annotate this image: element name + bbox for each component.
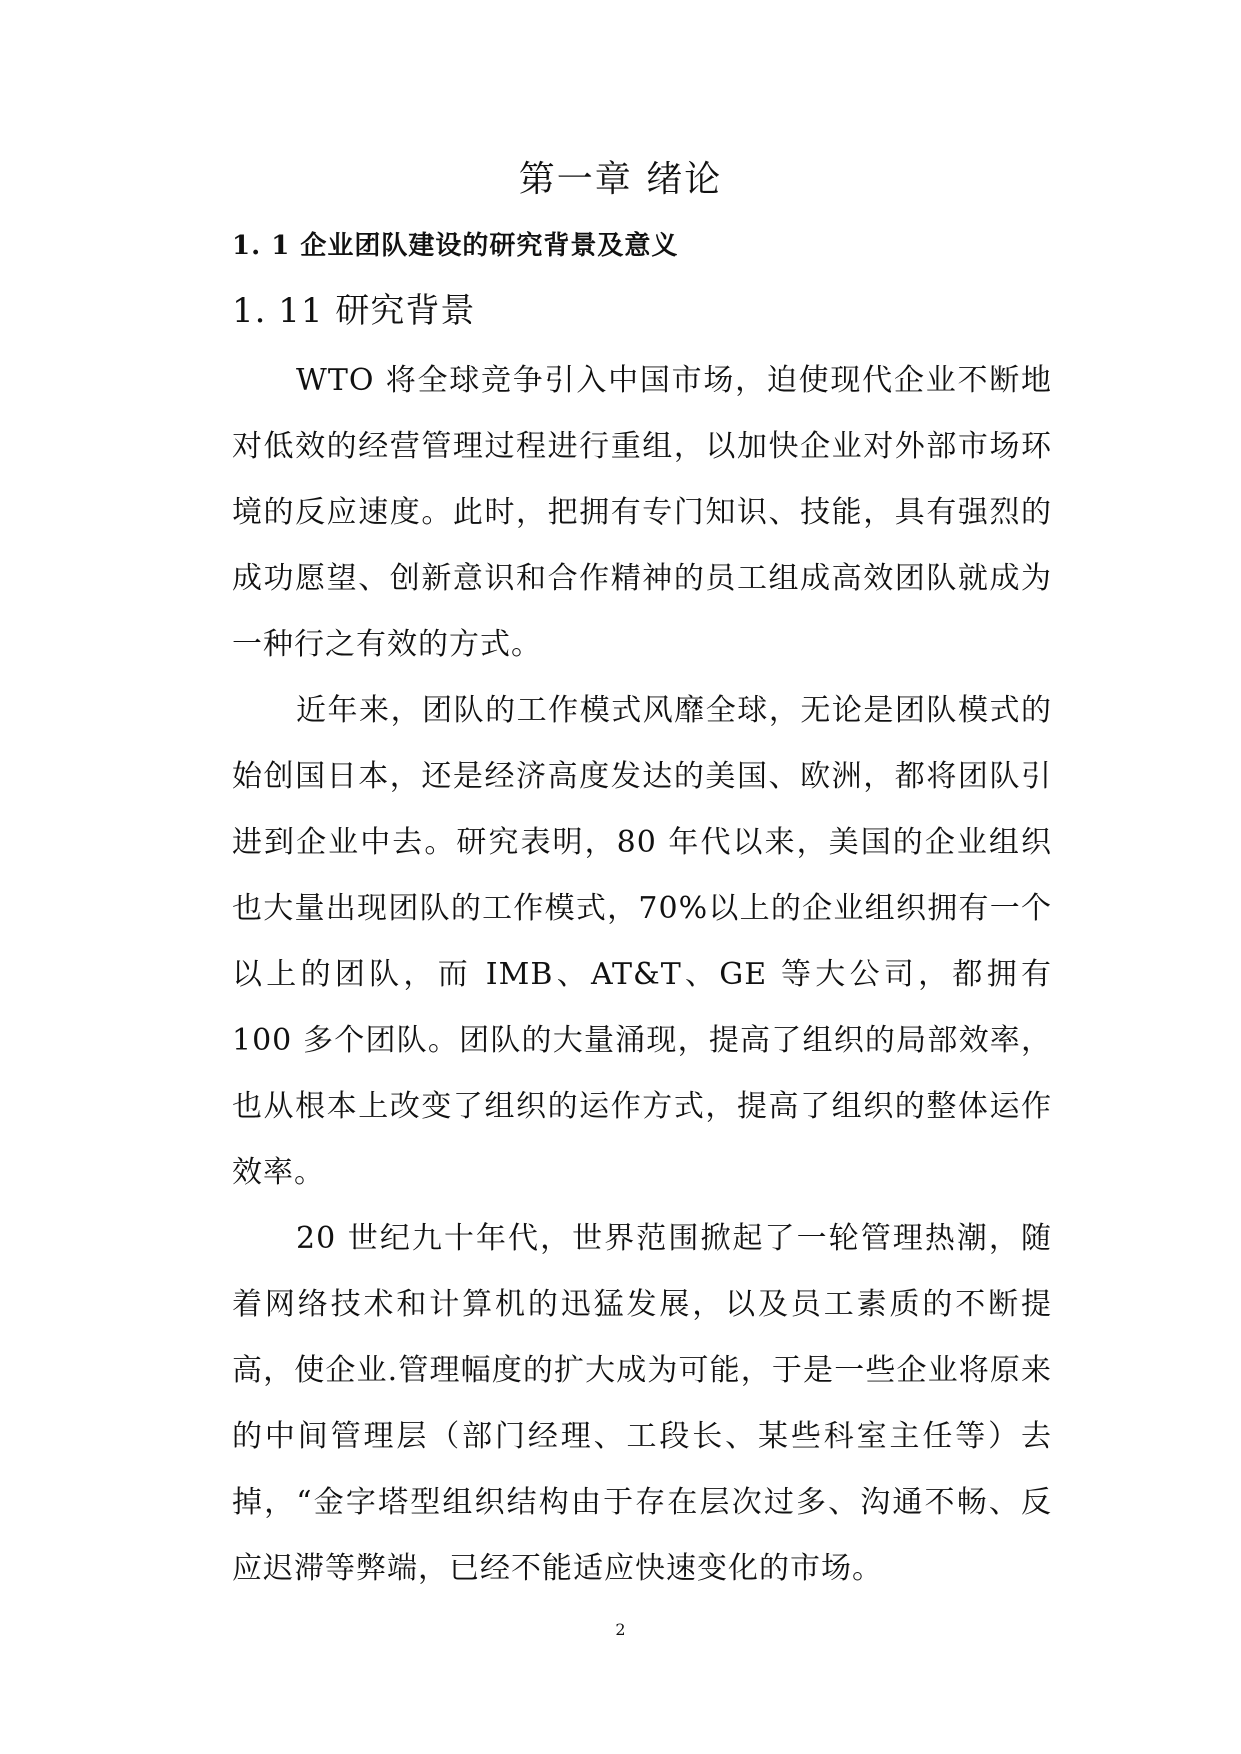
chapter-title: 第一章 绪论 [518, 159, 723, 200]
paragraph: 近年来，团队的工作模式风靡全球，无论是团队模式的始创国日本，还是经济高度发达的美国、欧洲，都将团队引进到企业中去。研究表明，80 年代以来，美国的企业组织也大量出现团队的工作模式，70%以上的企业组织拥有一个以上的团队，而 IMB、AT&T、GE 等大公司，都拥有 100 多个团队。团队的大量涌现，提高了组织的局部效率，也从根本上改变了组织的运作方式，提高了组织的整体运作效率。 [232, 693, 1052, 1190]
paragraph: 20 世纪九十年代，世界范围掀起了一轮管理热潮，随着网络技术和计算机的迅猛发展，以及员工素质的不断提高，使企业.管理幅度的扩大成为可能，于是一些企业将原来的中间管理层（部门经理、工段长、某些科室主任等）去掉，“金字塔型组织结构由于存在层次过多、沟通不畅、反应迟滞等弊端，已经不能适应快速变化的市场。 [232, 1221, 1052, 1586]
paragraph: WTO 将全球竞争引入中国市场，迫使现代企业不断地对低效的经营管理过程进行重组，以加快企业对外部市场环境的反应速度。此时，把拥有专门知识、技能，具有强烈的成功愿望、创新意识和合作精神的员工组成高效团队就成为一种行之有效的方式。 [232, 363, 1052, 662]
subsection-heading: 1. 11 研究背景 [232, 291, 476, 331]
section-heading: 1. 1 企业团队建设的研究背景及意义 [232, 231, 679, 261]
page-number: 2 [615, 1620, 626, 1639]
body-text [232, 348, 1052, 1602]
